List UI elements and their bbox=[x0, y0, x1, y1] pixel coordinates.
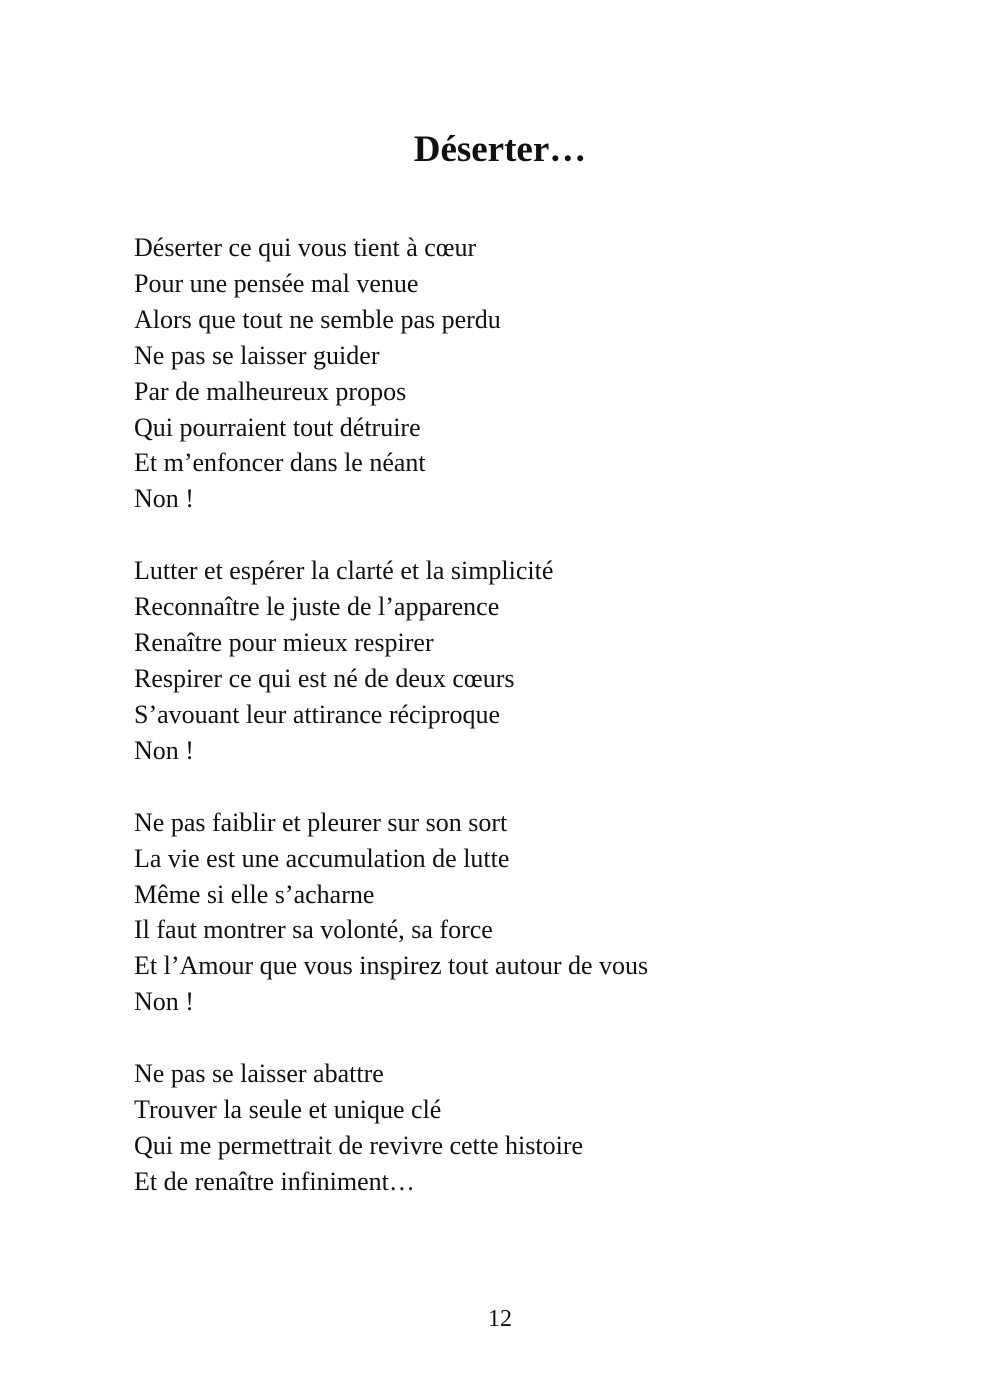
poem-line: Lutter et espérer la clarté et la simplicité bbox=[134, 556, 554, 586]
poem-line: Non ! bbox=[134, 735, 194, 765]
stanza-1 bbox=[134, 230, 894, 517]
poem-body bbox=[134, 230, 894, 1236]
poem-line: Et l’Amour que vous inspirez tout autour de vous bbox=[134, 951, 649, 981]
poem-line: Qui pourraient tout détruire bbox=[134, 412, 421, 442]
poem-line: Non ! bbox=[134, 484, 194, 514]
page-title: Déserter… bbox=[413, 129, 587, 170]
poem-line: S’avouant leur attirance réciproque bbox=[134, 699, 500, 729]
stanza-4 bbox=[134, 1056, 894, 1200]
poem-line: Et de renaître infiniment… bbox=[134, 1166, 415, 1196]
poem-line: Reconnaître le juste de l’apparence bbox=[134, 592, 500, 622]
stanza-2 bbox=[134, 553, 894, 768]
poem-line: Respirer ce qui est né de deux cœurs bbox=[134, 663, 515, 693]
poem-line: Et m’enfoncer dans le néant bbox=[134, 448, 426, 478]
poem-line: Il faut montrer sa volonté, sa force bbox=[134, 915, 493, 945]
page-number: 12 bbox=[488, 1306, 512, 1332]
poem-line: Trouver la seule et unique clé bbox=[134, 1095, 442, 1125]
poem-line: Non ! bbox=[134, 987, 194, 1017]
poem-line: Ne pas se laisser abattre bbox=[134, 1059, 384, 1089]
poem-line: Qui me permettrait de revivre cette histoire bbox=[134, 1130, 584, 1160]
poem-line: Même si elle s’acharne bbox=[134, 879, 375, 909]
poem-line: Par de malheureux propos bbox=[134, 376, 407, 406]
poem-line: Ne pas se laisser guider bbox=[134, 340, 380, 370]
poem-line: Déserter ce qui vous tient à cœur bbox=[134, 233, 477, 262]
poem-line: Ne pas faiblir et pleurer sur son sort bbox=[134, 807, 508, 837]
poem-line: Pour une pensée mal venue bbox=[134, 268, 419, 298]
stanza-3 bbox=[134, 805, 894, 1020]
poem-line: Alors que tout ne semble pas perdu bbox=[134, 304, 501, 334]
poem-line: La vie est une accumulation de lutte bbox=[134, 843, 510, 873]
poem-line: Renaître pour mieux respirer bbox=[134, 628, 434, 658]
